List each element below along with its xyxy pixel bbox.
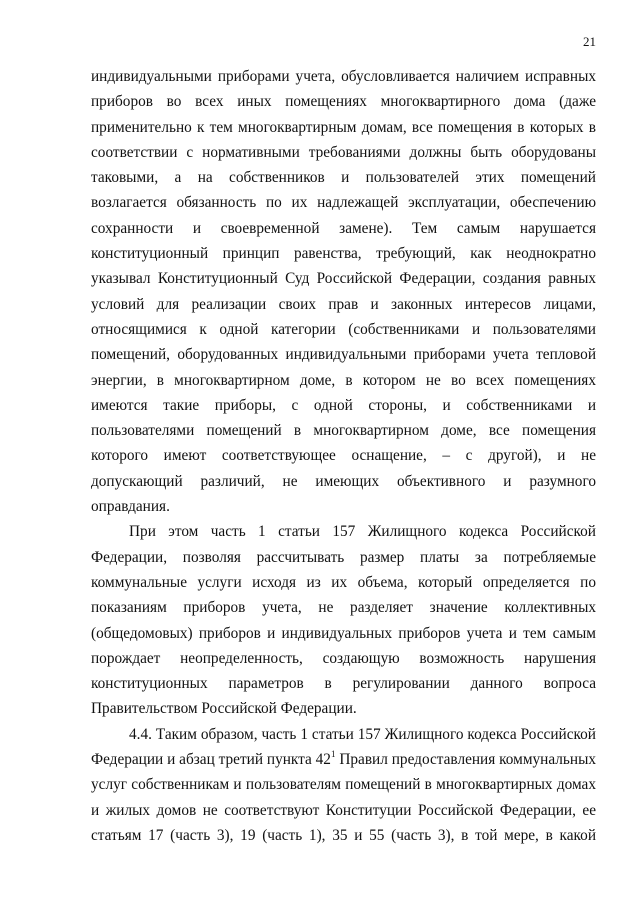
text-line: статьям 17 (часть 3), 19 (часть 1), 35 и 55 (часть 3), в той мере, в какой — [91, 826, 596, 844]
document-body — [91, 64, 596, 848]
text-line: относящимися к одной категории (собственниками и пользователями — [91, 320, 596, 338]
text-line: порождает неопределенность, создающую возможность нарушения — [91, 649, 596, 667]
page-number: 21 — [583, 34, 596, 49]
text-line: допускающий различий, не имеющих объективного и разумного — [91, 472, 596, 490]
text-line: 4.4. Таким образом, часть 1 статьи 157 Жилищного кодекса Российской — [129, 725, 596, 743]
text-line: индивидуальными приборами учета, обусловливается наличием исправных — [91, 68, 596, 85]
text-line: пользователями помещений в многоквартирном доме, все помещения — [91, 422, 596, 440]
paragraph — [91, 64, 596, 519]
text-line: Федерации и абзац третий пункта $42^1$ Правил предоставления коммунальных — [91, 749, 597, 769]
text-line: услуг собственникам и пользователям помещений в многоквартирных домах — [91, 776, 596, 794]
text-line: Федерации, позволяя рассчитывать размер платы за потребляемые — [91, 548, 596, 566]
text-line: коммунальные услуги исходя из их объема, который определяется по — [91, 573, 596, 591]
footnote-marker: 1 — [330, 749, 336, 760]
text-line: (общедомовых) приборов и индивидуальных приборов учета и тем самым — [91, 624, 596, 642]
text-line: возлагается обязанность по их надлежащей эксплуатации, обеспечению — [91, 194, 596, 212]
text-line: условий для реализации своих прав и законных интересов лицами, — [91, 295, 596, 313]
text-line: которого имеют соответствующее оснащение, – с другой), и не — [91, 447, 596, 465]
text-line: Правительством Российской Федерации. — [91, 700, 357, 718]
text-line: приборов во всех иных помещениях многоквартирного дома (даже — [91, 93, 596, 111]
text-line: таковыми, а на собственников и пользователей этих помещений — [91, 169, 596, 187]
text-line: конституционный принцип равенства, требующий, как неоднократно — [91, 245, 596, 263]
text-line: имеются такие приборы, с одной стороны, и собственниками и — [91, 396, 596, 414]
text-line: применительно к тем многоквартирным домам, все помещения в которых в — [91, 118, 596, 136]
text-line: конституционных параметров в регулировании данного вопроса — [91, 675, 596, 693]
text-line: энергии, в многоквартирном доме, в котором не во всех помещениях — [91, 371, 596, 389]
text-line: показаниям приборов учета, не разделяет значение коллективных — [91, 599, 596, 617]
text-line: сохранности и своевременной замене). Тем самым нарушается — [91, 219, 596, 237]
text-line: При этом часть 1 статьи 157 Жилищного кодекса Российской — [129, 523, 596, 541]
paragraph — [91, 519, 596, 721]
paragraph — [91, 722, 596, 848]
text-line: оправдания. — [91, 498, 170, 516]
text-line: соответствии с нормативными требованиями должны быть оборудованы — [91, 143, 596, 161]
text-line: указывал Конституционный Суд Российской Федерации, создания равных — [91, 270, 596, 288]
text-line: и жилых домов не соответствуют Конституции Российской Федерации, ее — [91, 801, 596, 819]
text-line: помещений, оборудованных индивидуальными приборами учета тепловой — [91, 346, 596, 364]
